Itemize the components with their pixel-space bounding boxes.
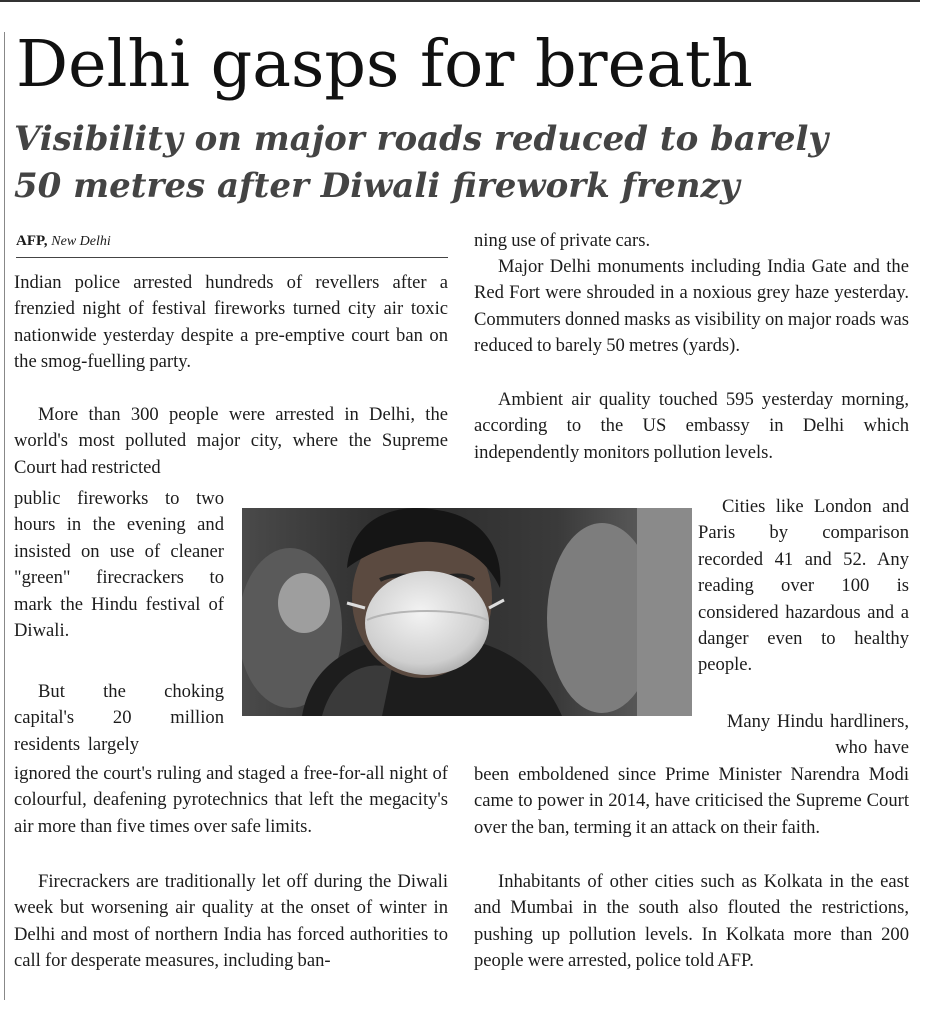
col2-paragraph-2: Ambient air quality touched 595 yesterday morning, according to the US embassy in Delhi which independently monitors pollution levels.: [474, 389, 909, 463]
col1-paragraph-2-wrap: public fireworks to two hours in the evening and insisted on use of cleaner "green" firecrackers to mark the Hindu festival of Diwali.: [14, 488, 224, 642]
subheadline-line-1: Visibility on major roads reduced to barely: [14, 119, 829, 159]
photo-illustration: [242, 508, 692, 716]
left-rule: [4, 32, 5, 1000]
news-photo: [242, 508, 692, 716]
agency: AFP,: [16, 233, 48, 249]
left-figure-mask: [278, 573, 330, 633]
col1-paragraph-3-rest: ignored the court's ruling and staged a free-for-all night of colourful, deafening pyrotechnics that left the megacity's air more than five times over safe limits.: [14, 763, 448, 837]
col1-paragraph-3-wrap: But the choking capital's 20 million residents largely: [14, 681, 224, 755]
dateline: [16, 230, 111, 253]
top-rule: [0, 0, 920, 2]
col2-paragraph-5: Inhabitants of other cities such as Kolkata in the east and Mumbai in the south also flouted the restrictions, pushing up pollution levels. In Kolkata more than 200 people were arrested, police told AFP.: [474, 871, 909, 972]
col1-paragraph-2: More than 300 people were arrested in Delhi, the world's most polluted major city, where the Supreme Court had restricted: [14, 404, 448, 478]
col1-paragraph-4: Firecrackers are traditionally let off during the Diwali week but worsening air quality at the onset of winter in Delhi and most of northern India has forced authorities to call for desperate measures, including ban-: [14, 871, 448, 972]
col1-paragraph-1: Indian police arrested hundreds of revellers after a frenzied night of festival fireworks turned city air toxic nationwide yesterday despite a pre-emptive court ban on the smog-fuelling party.: [14, 272, 448, 373]
headline: Delhi gasps for breath: [16, 27, 753, 102]
subheadline-line-2: 50 metres after Diwali firework frenzy: [14, 166, 740, 206]
col2-paragraph-4-rest: been emboldened since Prime Minister Narendra Modi came to power in 2014, have criticised the Supreme Court over the ban, terming it an attack on their faith.: [474, 764, 909, 838]
byline-rule: [16, 257, 448, 258]
subheadline: [14, 116, 914, 210]
col2-paragraph-0: ning use of private cars.: [474, 230, 651, 251]
col2-paragraph-4-wrap: Many Hindu hardliners, who have: [726, 711, 909, 759]
col2-paragraph-3-wrap: Cities like London and Paris by comparison recorded 41 and 52. Any reading over 100 is considered hazardous and a danger even to healthy people.: [698, 496, 909, 676]
right-background-figure: [637, 508, 692, 716]
face-mask: [365, 571, 489, 675]
location: New Delhi: [51, 234, 111, 249]
col2-paragraph-1: Major Delhi monuments including India Gate and the Red Fort were shrouded in a noxious grey haze yesterday. Commuters donned masks as visibility on major roads was reduced to barely 50 metres (yards).: [474, 256, 909, 357]
